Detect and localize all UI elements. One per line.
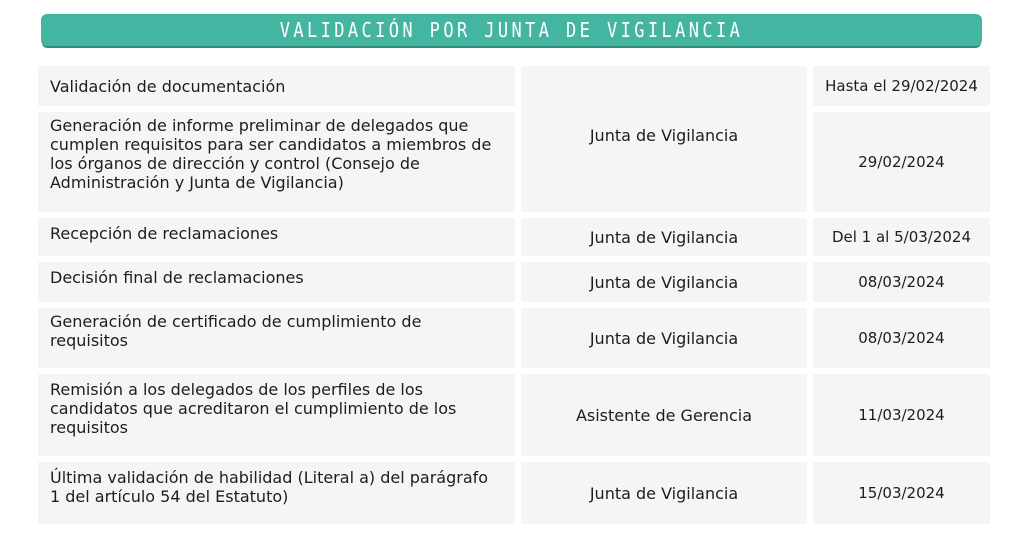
section-title: VALIDACIÓN POR JUNTA DE VIGILANCIA bbox=[279, 18, 744, 42]
section-header-banner bbox=[41, 14, 982, 46]
responsible-cell: Junta de Vigilancia bbox=[521, 308, 807, 368]
task-cell: Decisión final de reclamaciones bbox=[38, 262, 515, 302]
task-cell: Recepción de reclamaciones bbox=[38, 218, 515, 256]
task-cell: Validación de documentación bbox=[38, 66, 515, 106]
responsible-cell: Asistente de Gerencia bbox=[521, 374, 807, 456]
date-cell: 11/03/2024 bbox=[813, 374, 990, 456]
date-cell: 29/02/2024 bbox=[813, 112, 990, 212]
responsible-cell: Junta de Vigilancia bbox=[521, 262, 807, 302]
task-cell: Generación de informe preliminar de delegados que cumplen requisitos para ser candidatos a miembros de los órganos de dirección y control (Consejo de Administración y Junta de Vigilancia) bbox=[38, 112, 515, 212]
date-cell: 08/03/2024 bbox=[813, 262, 990, 302]
date-cell: Hasta el 29/02/2024 bbox=[813, 66, 990, 106]
responsible-cell: Junta de Vigilancia bbox=[521, 218, 807, 256]
task-cell: Remisión a los delegados de los perfiles de los candidatos que acreditaron el cumplimiento de los requisitos bbox=[38, 374, 515, 456]
schedule-table bbox=[38, 66, 990, 524]
date-cell: 15/03/2024 bbox=[813, 462, 990, 524]
responsible-cell: Junta de Vigilancia bbox=[521, 462, 807, 524]
responsible-cell: Junta de Vigilancia bbox=[521, 66, 807, 212]
date-cell: Del 1 al 5/03/2024 bbox=[813, 218, 990, 256]
task-cell: Última validación de habilidad (Literal a) del parágrafo 1 del artículo 54 del Estatuto) bbox=[38, 462, 515, 524]
date-cell: 08/03/2024 bbox=[813, 308, 990, 368]
task-cell: Generación de certificado de cumplimiento de requisitos bbox=[38, 308, 515, 368]
